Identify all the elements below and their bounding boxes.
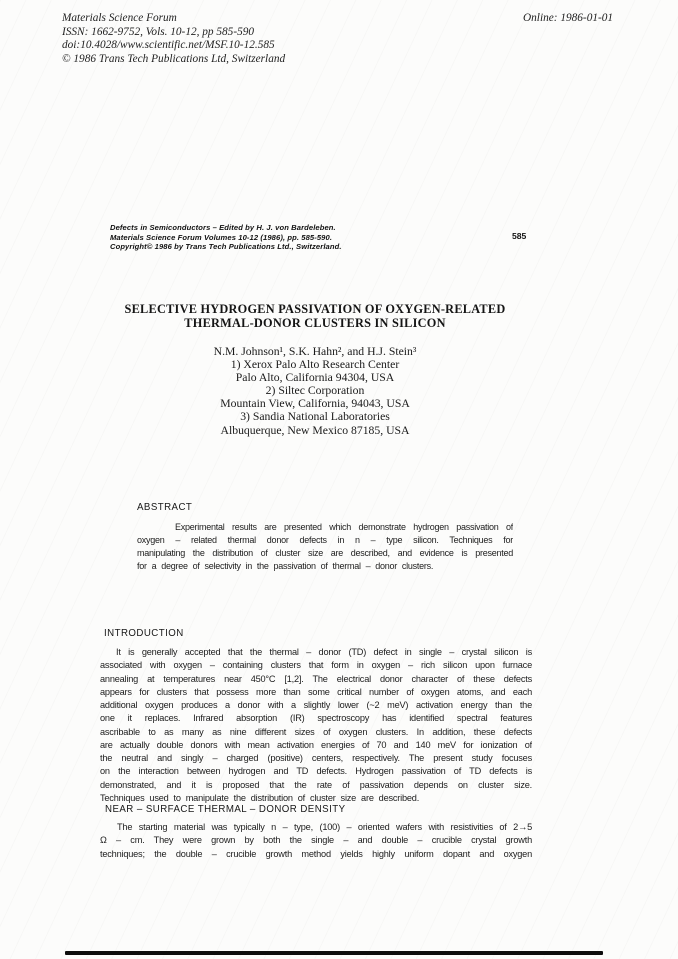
text-line: are actually double donors with mean activation energies of 70 and 140 meV for ionization of <box>100 739 532 750</box>
journal-header-left <box>62 12 285 66</box>
text-line: demonstrated, and it is proposed that the rate of passivation depends on cluster size. <box>100 779 532 790</box>
near-surface-heading: NEAR – SURFACE THERMAL – DONOR DENSITY <box>105 804 346 815</box>
text-line: Experimental results are presented which demonstrate hydrogen passivation of <box>175 522 513 532</box>
text-line: Materials Science Forum Volumes 10-12 (1986), pp. 585-590. <box>110 232 333 242</box>
text-line: ISSN: 1662-9752, Vols. 10-12, pp 585-590 <box>62 25 255 38</box>
text-line: Palo Alto, California 94304, USA <box>235 371 395 385</box>
introduction-paragraph <box>100 646 532 805</box>
text-line: Defects in Semiconductors – Edited by H. J. von Bardeleben. <box>110 223 336 232</box>
text-line: 2) Siltec Corporation <box>265 384 365 398</box>
text-line: 3) Sandia National Laboratories <box>240 410 390 424</box>
text-line: © 1986 Trans Tech Publications Ltd, Switzerland <box>62 52 286 65</box>
text-line: THERMAL-DONOR CLUSTERS IN SILICON <box>184 315 446 330</box>
text-line: Albuquerque, New Mexico 87185, USA <box>220 423 410 437</box>
text-line: It is generally accepted that the thermal – donor (TD) defect in single – crystal silicon is <box>116 647 532 657</box>
text-line: associated with oxygen – containing clusters that form in oxygen – rich silicon upon furnace <box>100 660 532 671</box>
text-line: appears for clusters that possess more than some critical number of oxygen atoms, and each <box>100 686 532 697</box>
text-line: N.M. Johnson¹, S.K. Hahn², and H.J. Stein³ <box>213 345 417 358</box>
abstract-heading: ABSTRACT <box>137 502 193 513</box>
text-line: The starting material was typically n – type, (100) – oriented wafers with resistivities of 2→5 <box>117 822 532 832</box>
text-line: 1) Xerox Palo Alto Research Center <box>230 358 400 372</box>
introduction-heading: INTRODUCTION <box>104 628 184 639</box>
text-line: Ω – cm. They were grown by both the single – and double – crucible crystal growth <box>100 835 532 846</box>
text-line: Mountain View, California, 94043, USA <box>220 397 410 411</box>
text-line: the neutral and singly – charged (positive) centers, respectively. The present study focuses <box>100 753 532 763</box>
near-surface-paragraph <box>100 821 532 861</box>
text-line: ascribable to as many as nine different sizes of oxygen clusters. In addition, these defects <box>100 726 532 737</box>
online-date: Online: 1986-01-01 <box>523 12 614 24</box>
text-line: Materials Science Forum <box>62 12 177 24</box>
text-line: on the interaction between hydrogen and TD defects. Hydrogen passivation of TD defects is <box>100 766 532 777</box>
text-line: doi:10.4028/www.scientific.net/MSF.10-12.585 <box>62 39 275 52</box>
page-number: 585 <box>512 231 527 241</box>
text-line: techniques; the double – crucible growth method yields highly uniform dopant and oxygen <box>100 848 532 859</box>
citation-block <box>110 223 342 252</box>
text-line: manipulating the distribution of cluster size are described, and evidence is presented <box>137 548 513 559</box>
text-line: one it replaces. Infrared absorption (IR) spectroscopy has identified spectral features <box>100 713 532 724</box>
text-line: annealing at temperatures near 450°C [1,2]. The electrical donor character of these defects <box>100 673 532 684</box>
text-line: for a degree of selectivity in the passivation of thermal – donor clusters. <box>137 561 434 572</box>
abstract-paragraph <box>137 521 513 573</box>
text-line: Techniques used to manipulate the distribution of cluster size are described. <box>100 792 420 803</box>
authors-affiliations <box>98 345 532 437</box>
text-line: SELECTIVE HYDROGEN PASSIVATION OF OXYGEN-RELATED <box>124 302 506 316</box>
text-line: oxygen – related thermal donor defects in n – type silicon. Techniques for <box>137 535 513 546</box>
paper-title <box>98 303 532 330</box>
text-line: Copyright© 1986 by Trans Tech Publications Ltd., Switzerland. <box>110 242 342 252</box>
text-line: additional oxygen produces a donor with a slightly lower (~2 meV) activation energy than the <box>100 700 532 710</box>
footer-rule <box>65 951 603 955</box>
